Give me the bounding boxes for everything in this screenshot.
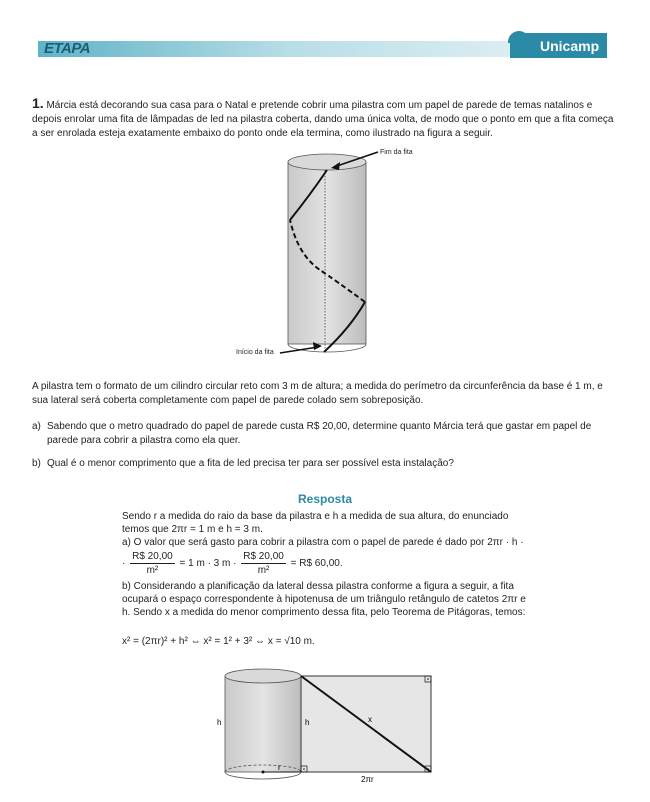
arrow-start [280,347,318,353]
label-h-left: h [217,718,222,727]
eq-dot: · [122,558,126,570]
fraction-2-num: R$ 20,00 [243,551,284,562]
eq-end: = R$ 60,00. [290,558,343,570]
answer-p3: b) Considerando a planificação da lateral dessa pilastra conforme a figura a seguir, a fita ocupará o espaço correspondente à hipotenusa de um triângulo retângulo de catetos 2πr e h. Sendo x a medida do menor comprimento dessa fita, pelo Teorema de Pitágoras, temos: [122,581,526,618]
right-angle-dot-3 [427,678,429,680]
question-intro [32,96,620,141]
small-cylinder-body [225,676,301,772]
right-angle-dot-2 [427,768,429,770]
header-tab-label: Unicamp [540,38,600,54]
fraction-2 [241,550,286,577]
label-2pir: 2πr [361,775,374,784]
fraction-1 [130,550,175,577]
eq-mid: = 1 m · 3 m · [179,558,237,570]
label-h-right: h [305,718,310,727]
fraction-1-den: m² [146,565,159,576]
question-intro-text: Márcia está decorando sua casa para o Natal e pretende cobrir uma pilastra com um papel de parede de temas natalinos e depois enrolar uma fita de lâmpadas de led na pilastra coberta, dando uma única volta, de modo que o ponto em que a fita começa a ser enrolada esteja exatamente embaixo do ponto onde ela termina, como ilustrado na figura a seguir. [32,100,614,139]
fraction-2-den: m² [257,565,270,576]
answer-equation [122,550,528,577]
right-angle-dot-1 [303,768,305,770]
item-b: Qual é o menor comprimento que a fita de led precisa ter para ser possível esta instalação? [47,458,454,469]
brand-logo: ETAPA [44,40,91,57]
planification-diagram [205,660,445,785]
item-a-marker: a) [32,421,41,432]
label-start: Início da fita [236,349,274,356]
item-a: Sabendo que o metro quadrado do papel de parede custa R$ 20,00, determine quanto Márcia terá que gastar em papel de parede para cobrir a pilastra como ela quer. [47,421,592,446]
question-number: 1. [32,95,44,111]
fraction-1-num: R$ 20,00 [132,551,173,562]
label-end: Fim da fita [380,149,413,156]
cylinder-top [288,154,366,170]
label-r: r [278,763,281,772]
answer-p4: x² = (2πr)² + h² ⇔ x² = 1² + 3² ⇔ x = √10 m. [122,636,315,647]
answer-p1: Sendo r a medida do raio da base da pilastra e h a medida de sua altura, do enunciado temos que 2πr = 1 m e h = 3 m. [122,511,509,535]
label-x: x [368,715,372,724]
item-b-marker: b) [32,458,41,469]
center-dot [262,771,265,774]
answer-p2: a) O valor que será gasto para cobrir a pilastra com o papel de parede é dado por 2πr · h · [122,537,524,548]
statement: A pilastra tem o formato de um cilindro circular reto com 3 m de altura; a medida do perímetro da circunferência da base é 1 m, e sua lateral será coberta completamente com papel de parede colado sem sobreposição. [32,381,603,406]
answer-title: Resposta [297,492,353,506]
small-cylinder-top [225,669,301,683]
cylinder-figure [220,140,420,365]
